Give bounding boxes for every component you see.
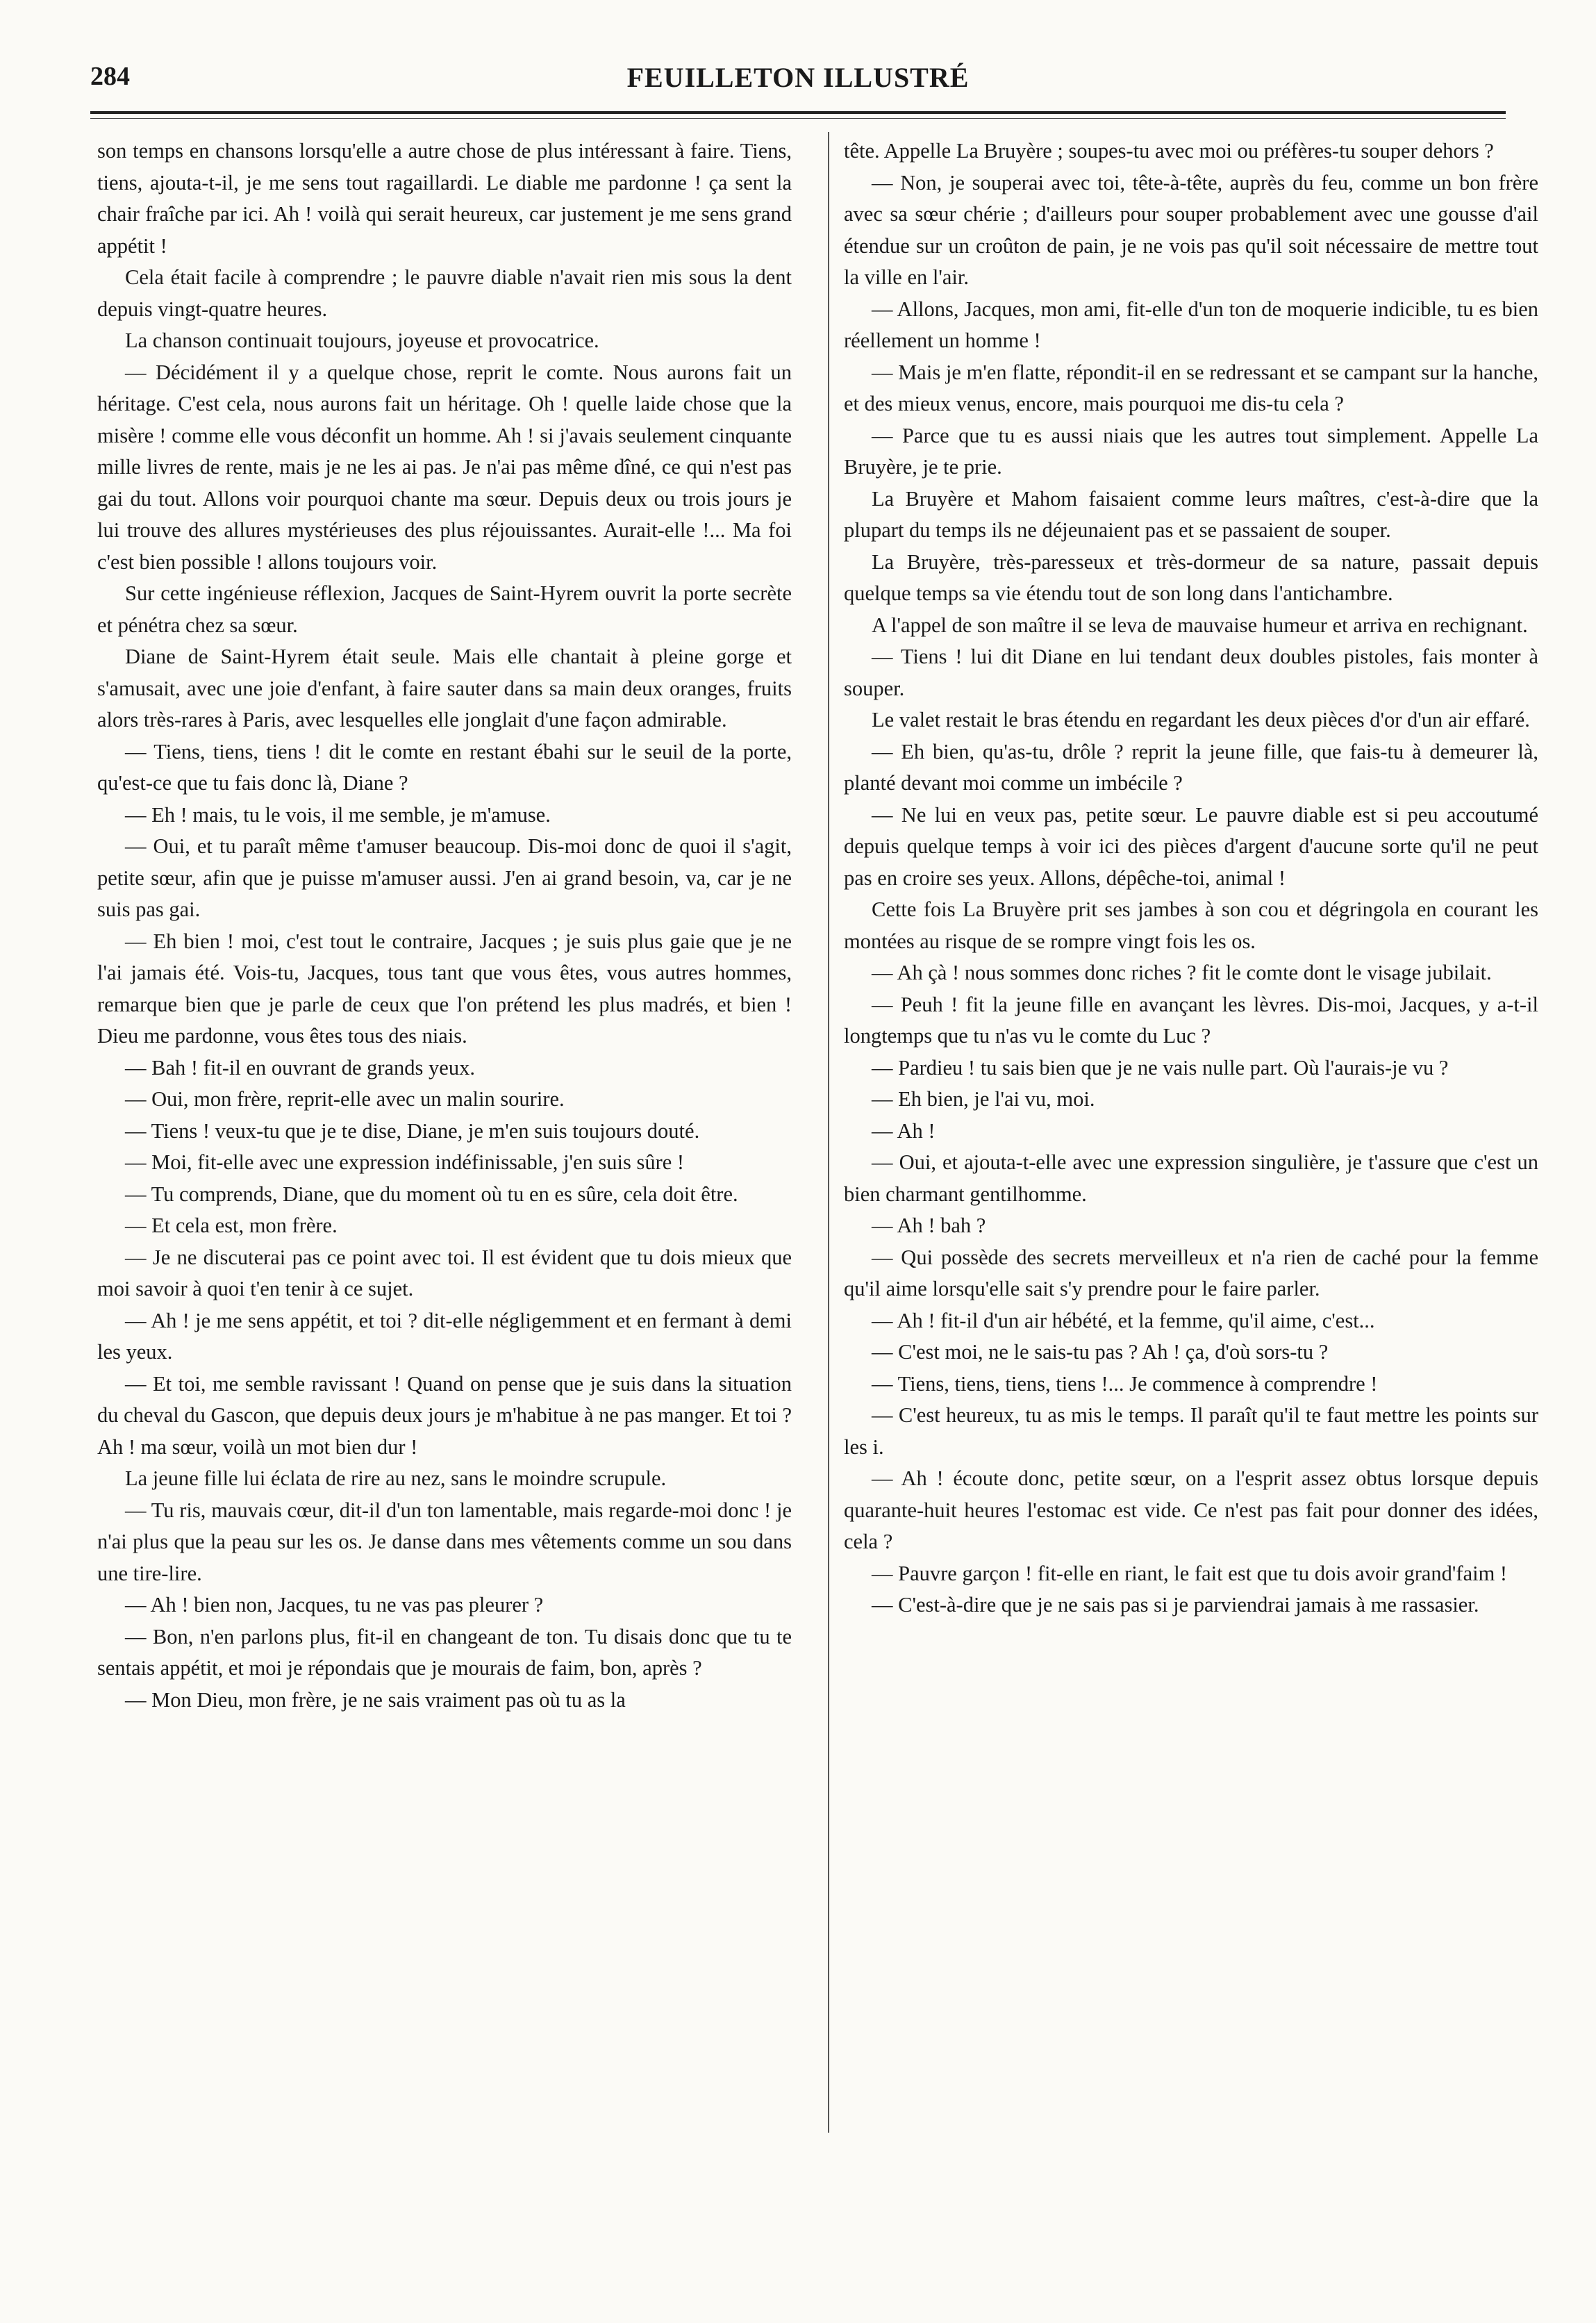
paragraph: — Bon, n'en parlons plus, fit-il en changeant de ton. Tu disais donc que tu te sentais appétit, et moi je répondais que je mourais de faim, bon, après ? bbox=[97, 1624, 792, 1680]
page-number: 284 bbox=[90, 62, 130, 91]
paragraph: — Allons, Jacques, mon ami, fit-elle d'un ton de moquerie indicible, tu es bien réellement un homme ! bbox=[844, 297, 1538, 352]
paragraph: — Pauvre garçon ! fit-elle en riant, le fait est que tu dois avoir grand'faim ! bbox=[872, 1561, 1508, 1585]
paragraph: — Oui, et tu paraît même t'amuser beaucoup. Dis-moi donc de quoi il s'agit, petite sœur, afin que je puisse m'amuser aussi. J'en ai grand besoin, va, car je ne suis pas gai. bbox=[97, 834, 792, 921]
paragraph: — Ah çà ! nous sommes donc riches ? fit le comte dont le visage jubilait. bbox=[872, 961, 1492, 984]
paragraph: — Eh ! mais, tu le vois, il me semble, je m'amuse. bbox=[125, 802, 551, 827]
paragraph: Sur cette ingénieuse réflexion, Jacques de Saint-Hyrem ouvrit la porte secrète et pénétra chez sa sœur. bbox=[97, 581, 792, 637]
paragraph: — Parce que tu es aussi niais que les autres tout simplement. Appelle La Bruyère, je te prie. bbox=[844, 423, 1538, 479]
paragraph: — Moi, fit-elle avec une expression indéfinissable, j'en suis sûre ! bbox=[125, 1150, 685, 1174]
paragraph: — Et toi, me semble ravissant ! Quand on pense que je suis dans la situation du cheval du Gascon, que depuis deux jours je m'habitue à ne pas manger. Et toi ? Ah ! ma sœur, voilà un mot bien dur ! bbox=[97, 1371, 792, 1459]
paragraph: — Je ne discuterai pas ce point avec toi. Il est évident que tu dois mieux que moi savoir à quoi t'en tenir à ce sujet. bbox=[97, 1245, 792, 1300]
paragraph: — Eh bien, je l'ai vu, moi. bbox=[872, 1087, 1095, 1111]
paragraph: — Ne lui en veux pas, petite sœur. Le pauvre diable est si peu accoutumé depuis quelque temps à voir ici des pièces d'argent d'aucune sorte qu'il ne peut pas en croire ses yeux. Allons, dépêche-toi, animal ! bbox=[844, 802, 1538, 890]
paragraph: — Qui possède des secrets merveilleux et n'a rien de caché pour la femme qu'il aime lorsqu'elle sait s'y prendre pour le faire parler. bbox=[844, 1245, 1538, 1300]
paragraph: — Tiens, tiens, tiens, tiens !... Je commence à comprendre ! bbox=[872, 1371, 1378, 1396]
left-column bbox=[97, 135, 792, 1716]
paragraph: La chanson continuait toujours, joyeuse et provocatrice. bbox=[125, 329, 599, 352]
paragraph: — Ah ! bbox=[872, 1118, 936, 1143]
paragraph: La jeune fille lui éclata de rire au nez, sans le moindre scrupule. bbox=[125, 1466, 667, 1490]
paragraph: — Eh bien ! moi, c'est tout le contraire, Jacques ; je suis plus gaie que je ne l'ai jamais été. Vois-tu, Jacques, tous tant que vous êtes, vous autres hommes, remarque bien que je parle de ceux que l'on prétend les plus madrés, et bien ! Dieu me pardonne, vous êtes tous des niais. bbox=[97, 929, 792, 1048]
paragraph: — Ah ! je me sens appétit, et toi ? dit-elle négligemment et en fermant à demi les yeux. bbox=[97, 1308, 792, 1364]
paragraph: — Tu ris, mauvais cœur, dit-il d'un ton lamentable, mais regarde-moi donc ! je n'ai plus que la peau sur les os. Je danse dans mes vêtements comme un sou dans une tire-lire. bbox=[97, 1498, 792, 1585]
paragraph: A l'appel de son maître il se leva de mauvaise humeur et arriva en rechignant. bbox=[872, 613, 1528, 637]
paragraph: — Ah ! bah ? bbox=[872, 1214, 986, 1237]
paragraph: — Et cela est, mon frère. bbox=[125, 1214, 338, 1237]
paragraph: son temps en chansons lorsqu'elle a autre chose de plus intéressant à faire. Tiens, tiens, ajouta-t-il, je me sens tout ragaillardi. Le diable me pardonne ! ça sent la chair fraîche par ici. Ah ! voilà qui serait heureux, car justement je me sens grand appétit ! bbox=[97, 139, 792, 258]
paragraph: — Tiens, tiens, tiens ! dit le comte en restant ébahi sur le seuil de la porte, qu'est-ce que tu fais donc là, Diane ? bbox=[97, 739, 792, 795]
column-divider bbox=[828, 132, 829, 2133]
paragraph: — Mon Dieu, mon frère, je ne sais vraiment pas où tu as la bbox=[125, 1687, 626, 1712]
paragraph: — Peuh ! fit la jeune fille en avançant les lèvres. Dis-moi, Jacques, y a-t-il longtemps que tu n'as vu le comte du Luc ? bbox=[844, 992, 1538, 1048]
paragraph: — Tiens ! lui dit Diane en lui tendant deux doubles pistoles, fais monter à souper. bbox=[844, 645, 1538, 700]
paragraph: Cette fois La Bruyère prit ses jambes à son cou et dégringola en courant les montées au risque de se rompre vingt fois les os. bbox=[844, 898, 1538, 953]
header-rule-thin bbox=[90, 118, 1506, 119]
paragraph: — Ah ! fit-il d'un air hébété, et la femme, qu'il aime, c'est... bbox=[872, 1308, 1375, 1332]
paragraph: — Non, je souperai avec toi, tête-à-tête, auprès du feu, comme un bon frère avec sa sœur chérie ; d'ailleurs pour souper probablement avec une gousse d'ail étendue sur un croûton de pain, je ne vois pas qu'il soit nécessaire de mettre tout la ville en l'air. bbox=[844, 170, 1538, 289]
paragraph: — Ah ! écoute donc, petite sœur, on a l'esprit assez obtus lorsque depuis quarante-huit heures l'estomac est vide. Ce n'est pas fait pour donner des idées, cela ? bbox=[844, 1466, 1538, 1553]
paragraph: — C'est heureux, tu as mis le temps. Il paraît qu'il te faut mettre les points sur les i. bbox=[844, 1403, 1538, 1459]
paragraph: — Bah ! fit-il en ouvrant de grands yeux. bbox=[125, 1055, 475, 1080]
paragraph: — C'est-à-dire que je ne sais pas si je parviendrai jamais à me rassasier. bbox=[872, 1593, 1479, 1617]
running-title: FEUILLETON ILLUSTRÉ bbox=[626, 62, 970, 93]
paragraph: — Pardieu ! tu sais bien que je ne vais nulle part. Où l'aurais-je vu ? bbox=[872, 1055, 1449, 1080]
paragraph: — Oui, mon frère, reprit-elle avec un malin sourire. bbox=[125, 1087, 565, 1111]
page-header bbox=[90, 61, 1506, 103]
paragraph: — Décidément il y a quelque chose, reprit le comte. Nous aurons fait un héritage. C'est cela, nous aurons fait un héritage. Oh ! quelle laide chose que la misère ! comme elle vous déconfit un homme. Ah ! si j'avais seulement cinquante mille livres de rente, mais je ne les ai pas. Je n'ai pas même dîné, ce qui n'est pas gai du tout. Allons voir pourquoi chante ma sœur. Depuis deux ou trois jours je lui trouve des allures mystérieuses des plus réjouissantes. Aurait-elle !... Ma foi c'est bien possible ! allons toujours voir. bbox=[97, 360, 792, 574]
paragraph: — Oui, et ajouta-t-elle avec une expression singulière, je t'assure que c'est un bien charmant gentilhomme. bbox=[844, 1150, 1538, 1206]
paragraph: — Tiens ! veux-tu que je te dise, Diane, je m'en suis toujours douté. bbox=[125, 1118, 700, 1143]
paragraph: tête. Appelle La Bruyère ; soupes-tu avec moi ou préfères-tu souper dehors ? bbox=[844, 139, 1494, 163]
header-rule bbox=[90, 111, 1506, 114]
paragraph: — Ah ! bien non, Jacques, tu ne vas pas pleurer ? bbox=[125, 1593, 544, 1617]
paragraph: Le valet restait le bras étendu en regardant les deux pièces d'or d'un air effaré. bbox=[872, 708, 1530, 731]
paragraph: Diane de Saint-Hyrem était seule. Mais elle chantait à pleine gorge et s'amusait, avec une joie d'enfant, à faire sauter dans sa main deux oranges, fruits alors très-rares à Paris, avec lesquelles elle jonglait d'une façon admirable. bbox=[97, 645, 792, 731]
paragraph: La Bruyère et Mahom faisaient comme leurs maîtres, c'est-à-dire que la plupart du temps ils ne déjeunaient pas et se passaient de souper. bbox=[844, 486, 1538, 542]
paragraph: — C'est moi, ne le sais-tu pas ? Ah ! ça, d'où sors-tu ? bbox=[872, 1340, 1329, 1364]
paragraph: — Tu comprends, Diane, que du moment où tu en es sûre, cela doit être. bbox=[125, 1182, 738, 1206]
right-column bbox=[844, 135, 1538, 1621]
paragraph: Cela était facile à comprendre ; le pauvre diable n'avait rien mis sous la dent depuis vingt-quatre heures. bbox=[97, 265, 792, 321]
paragraph: La Bruyère, très-paresseux et très-dormeur de sa nature, passait depuis quelque temps sa vie étendu tout de son long dans l'antichambre. bbox=[844, 549, 1538, 605]
paragraph: — Eh bien, qu'as-tu, drôle ? reprit la jeune fille, que fais-tu à demeurer là, planté devant moi comme un imbécile ? bbox=[844, 739, 1538, 795]
paragraph: — Mais je m'en flatte, répondit-il en se redressant et se campant sur la hanche, et des mieux venus, encore, mais pourquoi me dis-tu cela ? bbox=[844, 360, 1538, 415]
